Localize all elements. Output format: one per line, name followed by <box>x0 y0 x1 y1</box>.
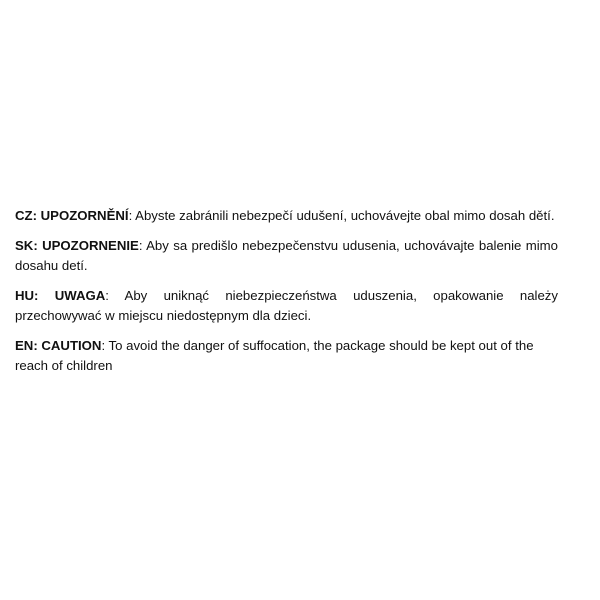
warning-text-cz: : Abyste zabránili nebezpečí udušení, uchovávejte obal mimo dosah dětí. <box>128 208 555 223</box>
warning-text-sk: : Aby sa predišlo nebezpečenstvu udusenia, uchovávajte balenie mimo dosahu detí. <box>15 237 559 273</box>
warning-text-hu: : Aby uniknąć niebezpieczeństwa uduszenia, opakowanie należy przechowywać w miejscu niedostępnym dla dzieci. <box>15 287 558 323</box>
warning-label-sk: SK: UPOZORNENIE <box>15 237 139 253</box>
warning-text-en: : To avoid the danger of suffocation, the package should be kept out of the reach of children <box>15 337 534 373</box>
warning-label-hu: HU: UWAGA <box>15 287 106 303</box>
warning-document <box>15 206 558 386</box>
warning-cz <box>15 206 558 227</box>
warning-label-en: EN: CAUTION <box>15 337 102 353</box>
warning-hu <box>15 286 558 327</box>
warning-sk <box>15 236 558 277</box>
warning-label-cz: CZ: UPOZORNĚNÍ <box>15 208 129 223</box>
warning-en <box>15 336 558 377</box>
